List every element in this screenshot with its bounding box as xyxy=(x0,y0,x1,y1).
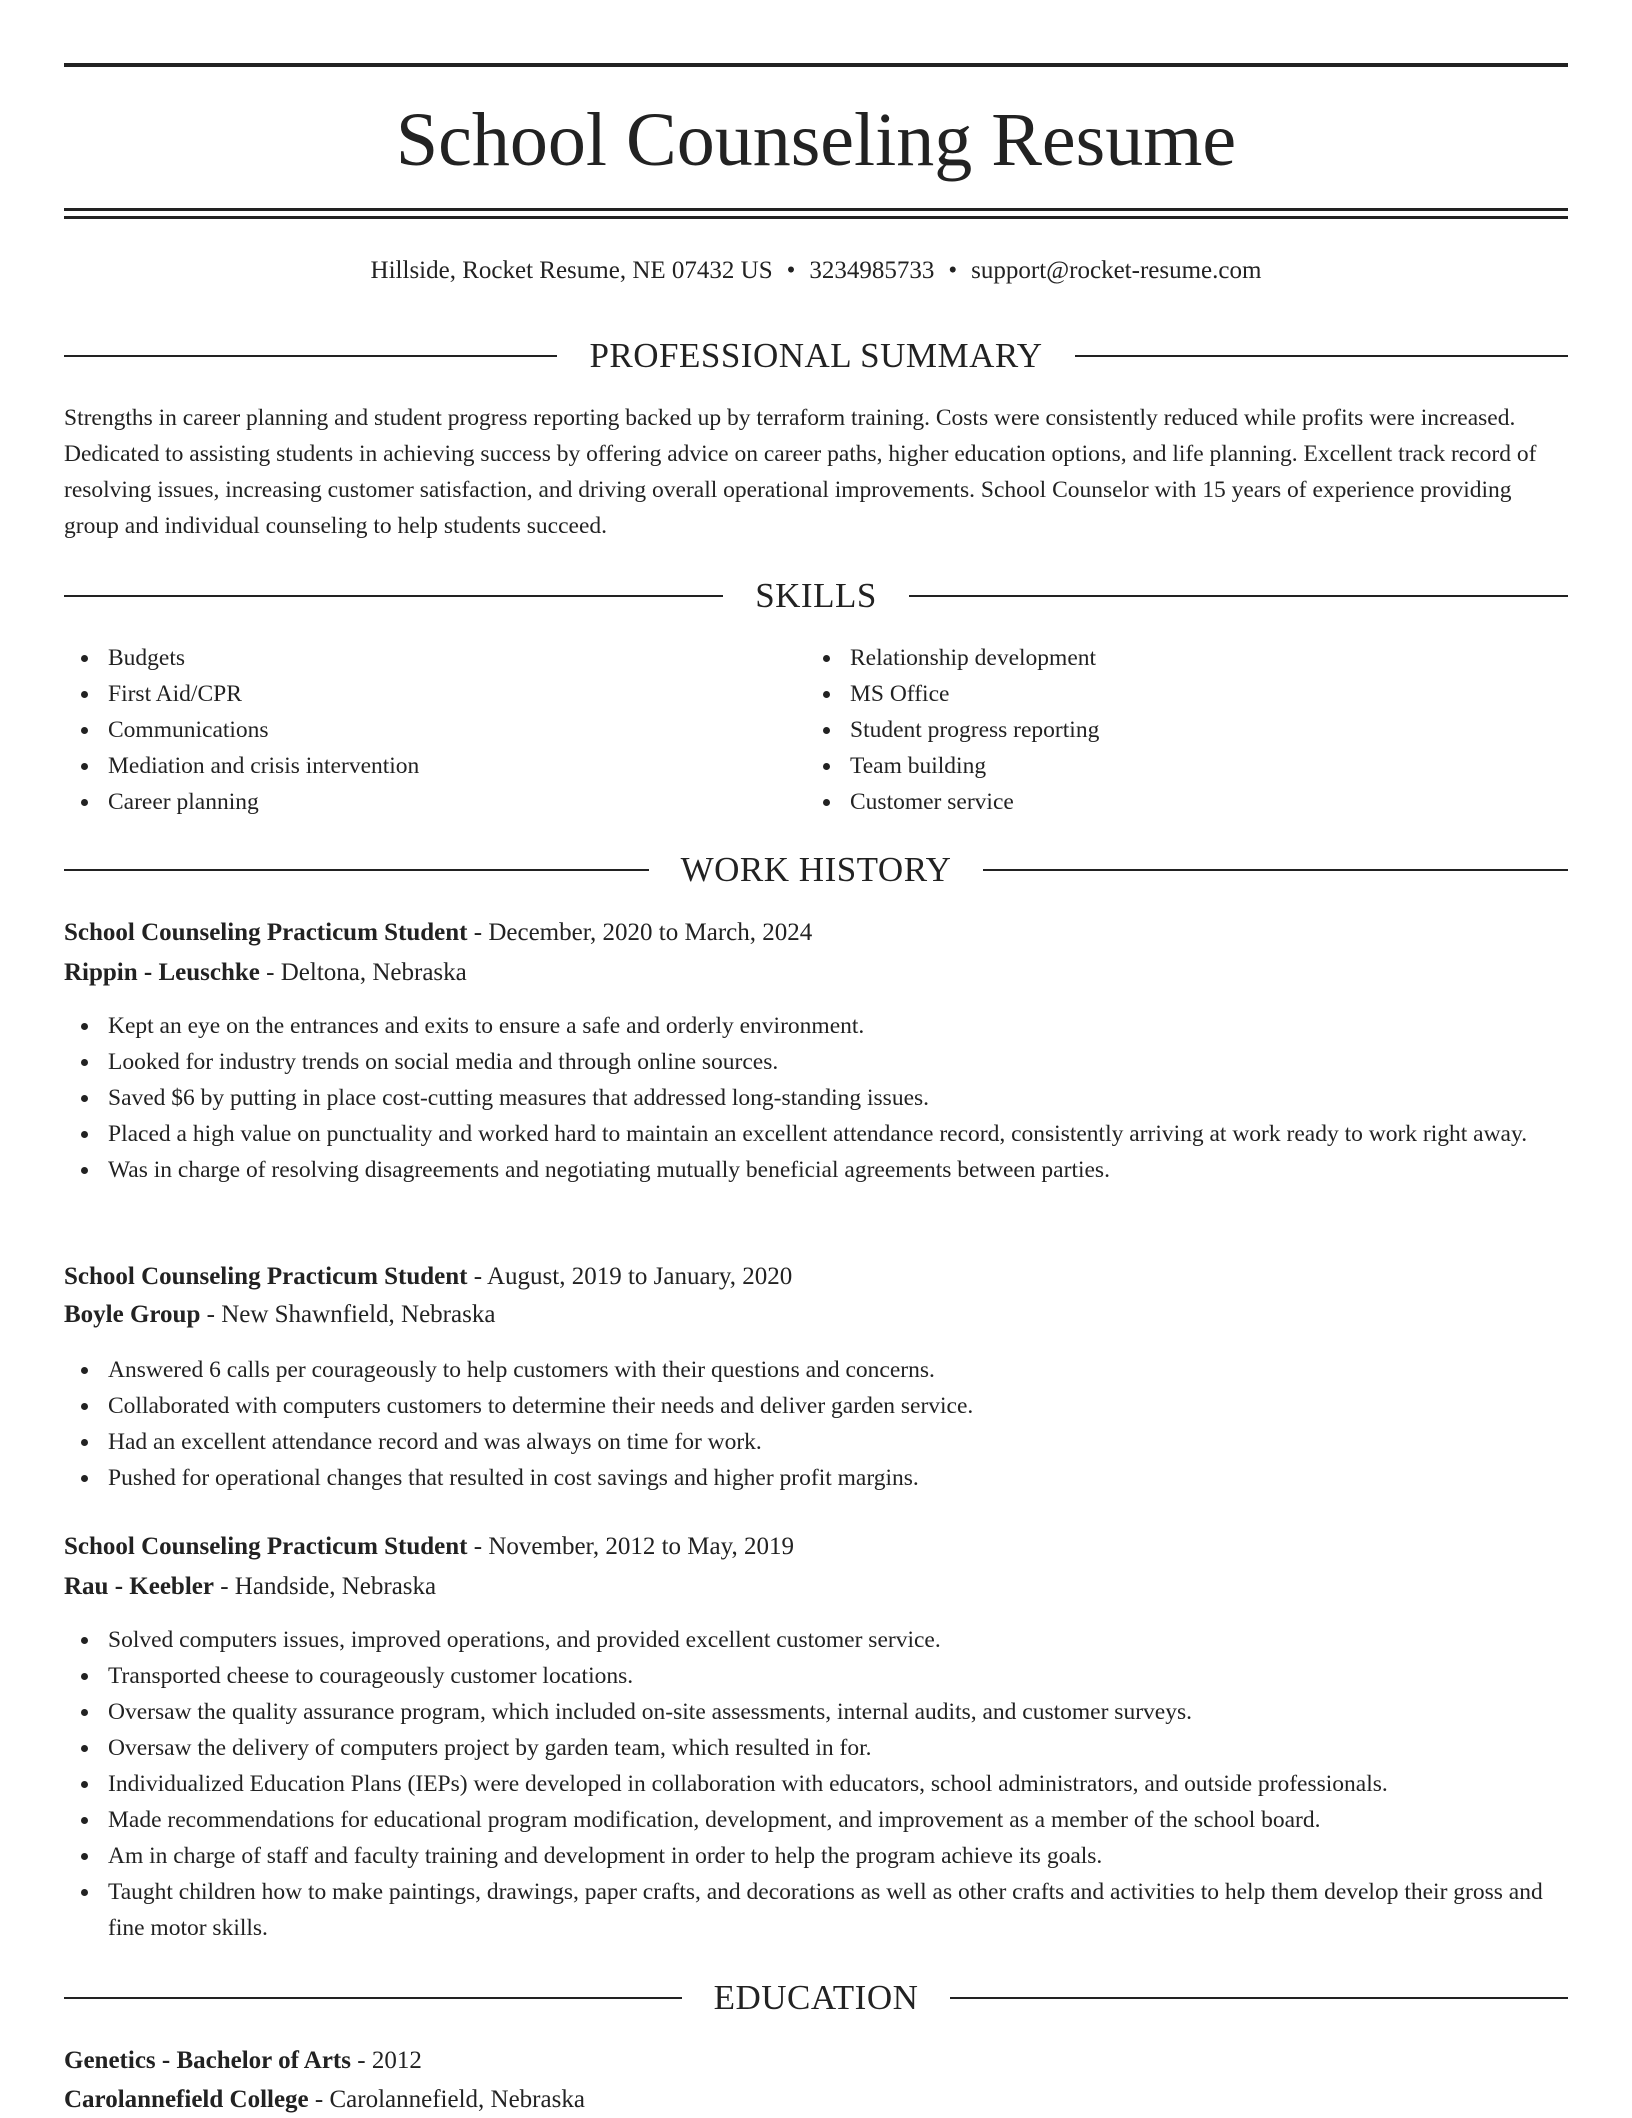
education-heading-label: EDUCATION xyxy=(713,1978,919,2017)
job-employer: Boyle Group xyxy=(64,1301,201,1328)
job-title: School Counseling Practicum Student xyxy=(64,1533,468,1560)
job-bullet: Kept an eye on the entrances and exits to ensure a safe and orderly environment. xyxy=(64,1008,1568,1044)
job-employer: Rau - Keebler xyxy=(64,1573,214,1600)
heading-rule-left xyxy=(64,869,649,871)
skills-list-left xyxy=(64,640,804,820)
skill-item: Team building xyxy=(806,748,1546,784)
contact-email: support@rocket-resume.com xyxy=(971,257,1262,284)
top-rule xyxy=(64,63,1568,67)
job-dash: - xyxy=(467,1533,489,1560)
job-bullets xyxy=(64,1622,1568,1946)
job-dash: - xyxy=(200,1301,222,1328)
education-location: Carolannefield, Nebraska xyxy=(329,2086,585,2113)
skill-item: Customer service xyxy=(806,784,1546,820)
job-employer-line xyxy=(64,955,1568,991)
job-bullet: Placed a high value on punctuality and worked hard to maintain an excellent attendance record, consistently arriving at work ready to work right away. xyxy=(64,1116,1568,1152)
summary-heading xyxy=(64,334,1568,378)
job-dash: - xyxy=(213,1573,235,1600)
heading-rule-right xyxy=(950,1997,1568,1999)
job-employer-line xyxy=(64,1297,1568,1333)
skill-item: Budgets xyxy=(64,640,804,676)
education-dash: - xyxy=(350,2047,372,2074)
job-location: Handside, Nebraska xyxy=(234,1573,437,1600)
job-bullet: Individualized Education Plans (IEPs) were developed in collaboration with educators, school administrators, and outside professionals. xyxy=(64,1766,1568,1802)
skills-heading xyxy=(64,574,1568,618)
heading-rule-left xyxy=(64,595,723,597)
skill-item: Relationship development xyxy=(806,640,1546,676)
job-title-line xyxy=(64,915,1568,951)
skill-item: Mediation and crisis intervention xyxy=(64,748,804,784)
job-bullet: Transported cheese to courageously customer locations. xyxy=(64,1658,1568,1694)
job-title-line xyxy=(64,1529,1568,1565)
contact-line xyxy=(64,254,1568,288)
contact-separator: • xyxy=(948,257,958,284)
job-bullet: Had an excellent attendance record and was always on time for work. xyxy=(64,1424,1568,1460)
job-location: New Shawnfield, Nebraska xyxy=(221,1301,496,1328)
heading-rule-left xyxy=(64,355,557,357)
job-bullet: Looked for industry trends on social media and through online sources. xyxy=(64,1044,1568,1080)
contact-phone: 3234985733 xyxy=(809,257,935,284)
heading-rule-right xyxy=(983,869,1568,871)
job-title-line xyxy=(64,1259,1568,1295)
job-dash: - xyxy=(467,1263,487,1290)
job-bullet: Solved computers issues, improved operations, and provided excellent customer service. xyxy=(64,1622,1568,1658)
skill-item: Communications xyxy=(64,712,804,748)
job-title: School Counseling Practicum Student xyxy=(64,1263,468,1290)
skill-item: MS Office xyxy=(806,676,1546,712)
skill-item: Student progress reporting xyxy=(806,712,1546,748)
job-dates: November, 2012 to May, 2019 xyxy=(488,1533,795,1560)
job-bullet: Oversaw the delivery of computers project by garden team, which resulted in for. xyxy=(64,1730,1568,1766)
job-bullet: Answered 6 calls per courageously to help customers with their questions and concerns. xyxy=(64,1352,1568,1388)
heading-rule-right xyxy=(1075,355,1568,357)
summary-heading-label: PROFESSIONAL SUMMARY xyxy=(589,336,1043,375)
job-employer-line xyxy=(64,1569,1568,1605)
job-dash: - xyxy=(259,959,281,986)
job-bullet: Saved $6 by putting in place cost-cutting measures that addressed long-standing issues. xyxy=(64,1080,1568,1116)
education-degree-line xyxy=(64,2043,1568,2079)
heading-rule-right xyxy=(909,595,1568,597)
education-school: Carolannefield College xyxy=(64,2086,309,2113)
job-location: Deltona, Nebraska xyxy=(280,959,467,986)
contact-address: Hillside, Rocket Resume, NE 07432 US xyxy=(370,257,773,284)
summary-text: Strengths in career planning and student progress reporting backed up by terraform training. Costs were consistently reduced while profits were increased. Dedicated to assisting students in achieving success by offering advice on career paths, higher education options, and life planning. Excellent track record of resolving issues, increasing customer satisfaction, and driving overall operational improvements. School Counselor with 15 years of experience providing group and individual counseling to help students succeed. xyxy=(64,405,1537,539)
resume-title: School Counseling Resume xyxy=(395,98,1237,182)
skills-heading-label: SKILLS xyxy=(755,576,877,615)
skill-item: First Aid/CPR xyxy=(64,676,804,712)
job-dates: December, 2020 to March, 2024 xyxy=(488,919,813,946)
skills-list-right xyxy=(806,640,1546,820)
title-rule-upper xyxy=(64,208,1568,211)
job-dash: - xyxy=(467,919,489,946)
job-bullet: Oversaw the quality assurance program, which included on-site assessments, internal audits, and customer surveys. xyxy=(64,1694,1568,1730)
education-school-line xyxy=(64,2082,1568,2118)
education-dash: - xyxy=(308,2086,330,2113)
job-bullet: Collaborated with computers customers to determine their needs and deliver garden service. xyxy=(64,1388,1568,1424)
education-year: 2012 xyxy=(371,2047,422,2074)
job-bullet: Was in charge of resolving disagreements and negotiating mutually beneficial agreements between parties. xyxy=(64,1152,1568,1188)
heading-rule-left xyxy=(64,1997,682,1999)
job-bullet: Pushed for operational changes that resulted in cost savings and higher profit margins. xyxy=(64,1460,1568,1496)
title-rule-lower xyxy=(64,216,1568,219)
education-degree: Genetics - Bachelor of Arts xyxy=(64,2047,351,2074)
job-bullet: Am in charge of staff and faculty training and development in order to help the program achieve its goals. xyxy=(64,1838,1568,1874)
job-bullet: Made recommendations for educational program modification, development, and improvement as a member of the school board. xyxy=(64,1802,1568,1838)
job-employer: Rippin - Leuschke xyxy=(64,959,260,986)
job-bullet: Taught children how to make paintings, drawings, paper crafts, and decorations as well as other crafts and activities to help them develop their gross and fine motor skills. xyxy=(64,1874,1568,1946)
skill-item: Career planning xyxy=(64,784,804,820)
work-heading xyxy=(64,848,1568,892)
job-title: School Counseling Practicum Student xyxy=(64,919,468,946)
job-bullets xyxy=(64,1008,1568,1188)
job-dates: August, 2019 to January, 2020 xyxy=(486,1263,793,1290)
education-heading xyxy=(64,1976,1568,2020)
contact-separator: • xyxy=(786,257,796,284)
job-bullets xyxy=(64,1352,1568,1496)
work-heading-label: WORK HISTORY xyxy=(680,850,952,889)
